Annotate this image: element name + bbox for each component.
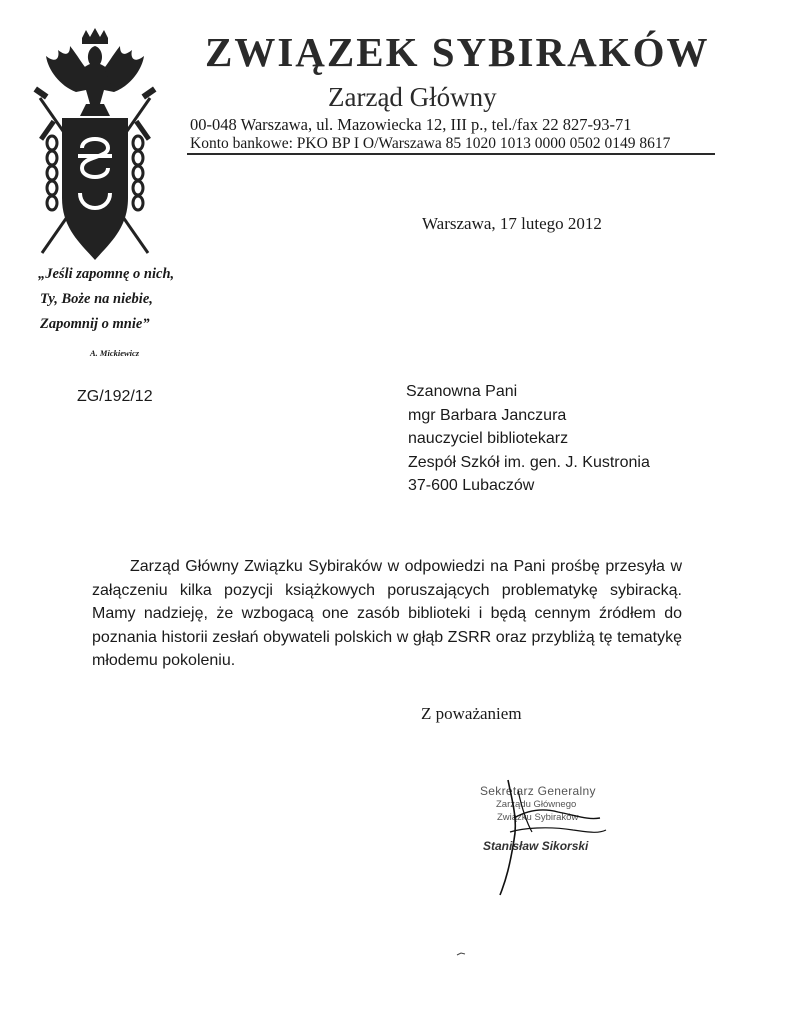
- signer-org-line: Zarządu Głównego: [496, 799, 577, 810]
- signer-title: Sekretarz Generalny: [480, 784, 596, 798]
- quote-author: A. Mickiewicz: [90, 348, 140, 358]
- recipient-line: mgr Barbara Janczura: [408, 406, 567, 424]
- quote-line: „Jeśli zapomnę o nich,: [38, 266, 175, 282]
- bank-account: Konto bankowe: PKO BP I O/Warszawa 85 1020 1013 0000 0502 0149 8617: [190, 135, 671, 152]
- org-subtitle: Zarząd Główny: [328, 82, 497, 112]
- eagle-crest-icon: [30, 28, 160, 268]
- signer-name: Stanisław Sikorski: [483, 839, 589, 853]
- header-divider: [187, 153, 715, 155]
- recipient-address: [406, 380, 650, 498]
- recipient-line: 37-600 Lubaczów: [408, 477, 535, 494]
- motto-quote: [38, 262, 174, 337]
- letter-date: Warszawa, 17 lutego 2012: [422, 214, 602, 233]
- reference-number: ZG/192/12: [77, 388, 153, 405]
- recipient-line: nauczyciel bibliotekarz: [408, 430, 569, 447]
- org-name: ZWIĄZEK SYBIRAKÓW: [205, 29, 710, 75]
- quote-line: Ty, Boże na niebie,: [40, 291, 153, 307]
- org-address: 00-048 Warszawa, ul. Mazowiecka 12, III p., tel./fax 22 827-93-71: [190, 115, 632, 134]
- recipient-line: Szanowna Pani: [406, 383, 518, 400]
- signer-org-line: Związku Sybiraków: [497, 812, 579, 823]
- letter-body: [92, 555, 682, 673]
- handwritten-signature: [488, 770, 628, 910]
- quote-line: Zapomnij o mnie”: [40, 316, 150, 332]
- body-paragraph: Zarząd Główny Związku Sybiraków w odpowiedzi na Pani prośbę przesyła w załączeniu kilka pozycji książkowych poruszających problematykę sybiracką. Mamy nadzieję, że wzbogacą one zasób biblioteki i będą cennym źródłem do poznania historii zesłań obywateli polskich w głąb ZSRR oraz przybliżą tę tematykę młodemu pokoleniu.: [92, 558, 682, 669]
- scan-mark: [456, 952, 466, 956]
- closing: Z poważaniem: [421, 704, 522, 723]
- recipient-line: Zespół Szkół im. gen. J. Kustronia: [408, 453, 650, 471]
